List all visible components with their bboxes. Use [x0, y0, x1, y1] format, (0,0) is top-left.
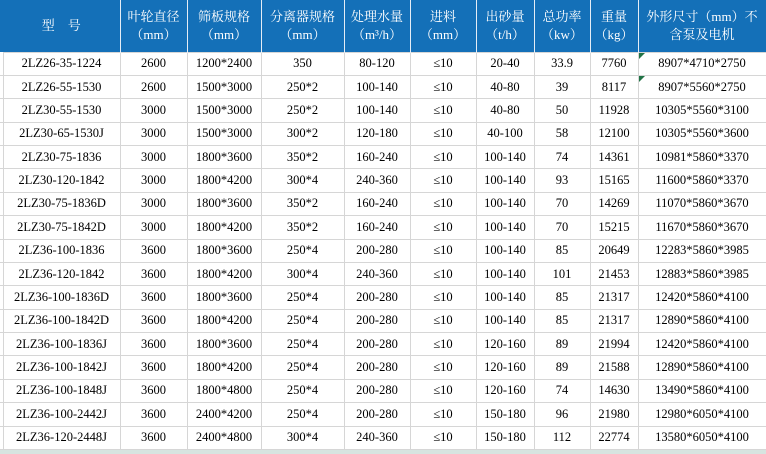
- cell-model[interactable]: 2LZ36-100-1842J: [3, 356, 120, 379]
- cell-weight[interactable]: 21317: [590, 286, 638, 309]
- cell-sand-output[interactable]: 100-140: [476, 216, 534, 239]
- cell-water-capacity[interactable]: 100-140: [344, 75, 410, 98]
- cell-total-power[interactable]: 89: [534, 356, 590, 379]
- cell-screen-plate-size[interactable]: 1800*3600: [187, 146, 261, 169]
- cell-total-power[interactable]: 96: [534, 403, 590, 426]
- cell-screen-plate-size[interactable]: 1500*3000: [187, 99, 261, 122]
- table-row: [0, 309, 766, 332]
- cell-water-capacity[interactable]: 100-140: [344, 99, 410, 122]
- cell-screen-plate-size[interactable]: 1200*2400: [187, 52, 261, 75]
- cell-feed-size[interactable]: ≤10: [410, 146, 476, 169]
- cell-impeller-diameter[interactable]: 3600: [120, 239, 187, 262]
- cell-impeller-diameter[interactable]: 2600: [120, 52, 187, 75]
- cell-sand-output[interactable]: 100-140: [476, 286, 534, 309]
- cell-separator-size[interactable]: 250*2: [261, 99, 344, 122]
- cell-separator-size[interactable]: 300*2: [261, 122, 344, 145]
- cell-separator-size[interactable]: 250*4: [261, 239, 344, 262]
- header-label-line: （mm）: [200, 26, 248, 42]
- cell-impeller-diameter[interactable]: 3600: [120, 356, 187, 379]
- cell-overall-dimensions[interactable]: 10305*5560*3600: [638, 122, 766, 145]
- cell-overall-dimensions[interactable]: 10305*5560*3100: [638, 99, 766, 122]
- cell-model[interactable]: 2LZ36-100-1836: [3, 239, 120, 262]
- cell-sand-output[interactable]: 100-140: [476, 309, 534, 332]
- cell-overall-dimensions[interactable]: 12980*6050*4100: [638, 403, 766, 426]
- cell-model[interactable]: 2LZ30-65-1530J: [3, 122, 120, 145]
- cell-impeller-diameter[interactable]: 2600: [120, 75, 187, 98]
- cell-water-capacity[interactable]: 200-280: [344, 286, 410, 309]
- header-label-line: （kg）: [594, 26, 634, 42]
- table-row: [0, 333, 766, 356]
- cell-screen-plate-size[interactable]: 1800*4200: [187, 309, 261, 332]
- table-row: [0, 379, 766, 402]
- cell-overall-dimensions[interactable]: 11070*5860*3670: [638, 192, 766, 215]
- cell-total-power[interactable]: 93: [534, 169, 590, 192]
- cell-overall-dimensions[interactable]: 8907*4710*2750: [638, 52, 766, 75]
- cell-model[interactable]: 2LZ36-100-1842D: [3, 309, 120, 332]
- header-label-line: 处理水量: [350, 9, 403, 25]
- cell-weight[interactable]: 14630: [590, 379, 638, 402]
- cell-separator-size[interactable]: 250*4: [261, 356, 344, 379]
- cell-sand-output[interactable]: 100-140: [476, 262, 534, 285]
- cell-total-power[interactable]: 85: [534, 239, 590, 262]
- cell-impeller-diameter[interactable]: 3600: [120, 333, 187, 356]
- cell-feed-size[interactable]: ≤10: [410, 309, 476, 332]
- cell-sand-output[interactable]: 100-140: [476, 169, 534, 192]
- cell-overall-dimensions[interactable]: 11600*5860*3370: [638, 169, 766, 192]
- header-label-line: 外形尺寸（mm）不: [646, 9, 758, 25]
- cell-screen-plate-size[interactable]: 1800*3600: [187, 333, 261, 356]
- cell-screen-plate-size[interactable]: 1800*4800: [187, 379, 261, 402]
- header-label-line: （mm）: [130, 26, 177, 42]
- cell-separator-size[interactable]: 350: [261, 52, 344, 75]
- cell-water-capacity[interactable]: 200-280: [344, 356, 410, 379]
- cell-water-capacity[interactable]: 200-280: [344, 333, 410, 356]
- cell-sand-output[interactable]: 120-160: [476, 356, 534, 379]
- cell-feed-size[interactable]: ≤10: [410, 379, 476, 402]
- cell-impeller-diameter[interactable]: 3000: [120, 146, 187, 169]
- cell-water-capacity[interactable]: 200-280: [344, 239, 410, 262]
- cell-feed-size[interactable]: ≤10: [410, 75, 476, 98]
- cell-water-capacity[interactable]: 240-360: [344, 262, 410, 285]
- cell-model[interactable]: 2LZ36-120-2448J: [3, 426, 120, 450]
- cell-weight[interactable]: 7760: [590, 52, 638, 75]
- cell-impeller-diameter[interactable]: 3000: [120, 122, 187, 145]
- cell-model[interactable]: 2LZ36-100-1836J: [3, 333, 120, 356]
- table-row: [0, 169, 766, 192]
- cell-overall-dimensions[interactable]: 12890*5860*4100: [638, 309, 766, 332]
- error-marker-icon: [639, 53, 645, 59]
- cell-model[interactable]: 2LZ26-35-1224: [3, 52, 120, 75]
- cell-total-power[interactable]: 101: [534, 262, 590, 285]
- cell-sand-output[interactable]: 40-100: [476, 122, 534, 145]
- cell-weight[interactable]: 21588: [590, 356, 638, 379]
- table-row: [0, 146, 766, 169]
- cell-model[interactable]: 2LZ30-75-1842D: [3, 216, 120, 239]
- header-label-line: 筛板规格: [197, 9, 250, 25]
- cell-weight[interactable]: 21317: [590, 309, 638, 332]
- header-label-line: （mm）: [419, 26, 467, 42]
- cell-weight[interactable]: 15165: [590, 169, 638, 192]
- cell-feed-size[interactable]: ≤10: [410, 122, 476, 145]
- cell-water-capacity[interactable]: 120-180: [344, 122, 410, 145]
- cell-screen-plate-size[interactable]: 1800*3600: [187, 239, 261, 262]
- cell-screen-plate-size[interactable]: 1500*3000: [187, 122, 261, 145]
- cell-sand-output[interactable]: 120-160: [476, 333, 534, 356]
- header-cell-impeller-diameter[interactable]: [120, 0, 187, 52]
- cell-weight[interactable]: 15215: [590, 216, 638, 239]
- table-row: [0, 239, 766, 262]
- header-label-line: 型 号: [41, 17, 81, 33]
- table-row: [0, 262, 766, 285]
- header-row: [0, 0, 766, 52]
- table-row: [0, 403, 766, 426]
- cell-separator-size[interactable]: 350*2: [261, 216, 344, 239]
- cell-feed-size[interactable]: ≤10: [410, 169, 476, 192]
- header-cell-overall-dimensions[interactable]: [638, 0, 766, 52]
- cell-sand-output[interactable]: 40-80: [476, 99, 534, 122]
- header-cell-screen-plate-size[interactable]: [187, 0, 261, 52]
- cell-total-power[interactable]: 85: [534, 286, 590, 309]
- cell-total-power[interactable]: 74: [534, 379, 590, 402]
- cell-separator-size[interactable]: 300*4: [261, 262, 344, 285]
- cell-impeller-diameter[interactable]: 3600: [120, 403, 187, 426]
- cell-total-power[interactable]: 70: [534, 216, 590, 239]
- cell-total-power[interactable]: 70: [534, 192, 590, 215]
- cell-model[interactable]: 2LZ30-120-1842: [3, 169, 120, 192]
- header-label-line: 进料: [429, 9, 456, 25]
- cell-overall-dimensions[interactable]: 12420*5860*4100: [638, 286, 766, 309]
- cell-sand-output[interactable]: 40-80: [476, 75, 534, 98]
- cell-screen-plate-size[interactable]: 1800*4200: [187, 216, 261, 239]
- table-row: [0, 216, 766, 239]
- table-row: [0, 286, 766, 309]
- cell-sand-output[interactable]: 100-140: [476, 239, 534, 262]
- cell-water-capacity[interactable]: 160-240: [344, 146, 410, 169]
- header-cell-water-capacity[interactable]: [344, 0, 410, 52]
- cell-feed-size[interactable]: ≤10: [410, 286, 476, 309]
- cell-screen-plate-size[interactable]: 1800*3600: [187, 192, 261, 215]
- cell-separator-size[interactable]: 300*4: [261, 169, 344, 192]
- cell-impeller-diameter[interactable]: 3000: [120, 192, 187, 215]
- cell-separator-size[interactable]: 250*4: [261, 286, 344, 309]
- cell-feed-size[interactable]: ≤10: [410, 262, 476, 285]
- cell-water-capacity[interactable]: 200-280: [344, 403, 410, 426]
- cell-impeller-diameter[interactable]: 3600: [120, 426, 187, 450]
- cell-weight[interactable]: 21453: [590, 262, 638, 285]
- cell-separator-size[interactable]: 250*4: [261, 333, 344, 356]
- cell-total-power[interactable]: 39: [534, 75, 590, 98]
- header-label-line: 重量: [600, 9, 627, 25]
- cell-screen-plate-size[interactable]: 1800*4200: [187, 169, 261, 192]
- cell-model[interactable]: 2LZ30-55-1530: [3, 99, 120, 122]
- table-row: [0, 122, 766, 145]
- cell-weight[interactable]: 8117: [590, 75, 638, 98]
- cell-feed-size[interactable]: ≤10: [410, 426, 476, 450]
- cell-separator-size[interactable]: 350*2: [261, 146, 344, 169]
- cell-water-capacity[interactable]: 240-360: [344, 426, 410, 450]
- table-row: [0, 99, 766, 122]
- cell-sand-output[interactable]: 100-140: [476, 146, 534, 169]
- cell-water-capacity[interactable]: 80-120: [344, 52, 410, 75]
- table-row: [0, 356, 766, 379]
- cell-total-power[interactable]: 112: [534, 426, 590, 450]
- cell-overall-dimensions[interactable]: 13490*5860*4100: [638, 379, 766, 402]
- cell-model[interactable]: 2LZ36-100-2442J: [3, 403, 120, 426]
- cell-weight[interactable]: 12100: [590, 122, 638, 145]
- cell-total-power[interactable]: 74: [534, 146, 590, 169]
- cell-feed-size[interactable]: ≤10: [410, 333, 476, 356]
- cell-model[interactable]: 2LZ30-75-1836: [3, 146, 120, 169]
- cell-feed-size[interactable]: ≤10: [410, 239, 476, 262]
- cell-impeller-diameter[interactable]: 3000: [120, 99, 187, 122]
- cell-separator-size[interactable]: 250*2: [261, 75, 344, 98]
- cell-sand-output[interactable]: 150-180: [476, 403, 534, 426]
- cell-overall-dimensions[interactable]: 12420*5860*4100: [638, 333, 766, 356]
- cell-weight[interactable]: 20649: [590, 239, 638, 262]
- header-label-line: （t/h）: [485, 26, 525, 42]
- table-row: [0, 426, 766, 450]
- bottom-partial-row-strip: [0, 450, 766, 454]
- header-cell-total-power[interactable]: [534, 0, 590, 52]
- cell-model[interactable]: 2LZ36-120-1842: [3, 262, 120, 285]
- cell-feed-size[interactable]: ≤10: [410, 99, 476, 122]
- cell-water-capacity[interactable]: 200-280: [344, 309, 410, 332]
- header-cell-sand-output[interactable]: [476, 0, 534, 52]
- cell-feed-size[interactable]: ≤10: [410, 52, 476, 75]
- cell-feed-size[interactable]: ≤10: [410, 356, 476, 379]
- header-cell-weight[interactable]: [590, 0, 638, 52]
- cell-water-capacity[interactable]: 200-280: [344, 379, 410, 402]
- cell-separator-size[interactable]: 350*2: [261, 192, 344, 215]
- cell-impeller-diameter[interactable]: 3600: [120, 309, 187, 332]
- cell-impeller-diameter[interactable]: 3000: [120, 169, 187, 192]
- header-label-line: 含泵及电机: [669, 26, 735, 42]
- cell-weight[interactable]: 11928: [590, 99, 638, 122]
- cell-overall-dimensions[interactable]: 8907*5560*2750: [638, 75, 766, 98]
- cell-model[interactable]: 2LZ26-55-1530: [3, 75, 120, 98]
- header-cell-separator-size[interactable]: [261, 0, 344, 52]
- cell-weight[interactable]: 22774: [590, 426, 638, 450]
- table-row: [0, 52, 766, 75]
- cell-feed-size[interactable]: ≤10: [410, 216, 476, 239]
- header-label-line: （kw）: [541, 26, 583, 42]
- cell-overall-dimensions[interactable]: 12883*5860*3985: [638, 262, 766, 285]
- cell-screen-plate-size[interactable]: 2400*4200: [187, 403, 261, 426]
- cell-impeller-diameter[interactable]: 3600: [120, 286, 187, 309]
- cell-overall-dimensions[interactable]: 12890*5860*4100: [638, 356, 766, 379]
- cell-overall-dimensions[interactable]: 10981*5860*3370: [638, 146, 766, 169]
- cell-model[interactable]: 2LZ36-100-1836D: [3, 286, 120, 309]
- header-label-line: 叶轮直径: [127, 9, 180, 25]
- header-label-line: 分离器规格: [269, 9, 335, 25]
- cell-water-capacity[interactable]: 160-240: [344, 216, 410, 239]
- cell-feed-size[interactable]: ≤10: [410, 192, 476, 215]
- cell-separator-size[interactable]: 250*4: [261, 403, 344, 426]
- table-row: [0, 75, 766, 98]
- header-cell-model[interactable]: [3, 0, 120, 52]
- cell-impeller-diameter[interactable]: 3600: [120, 379, 187, 402]
- cell-model[interactable]: 2LZ30-75-1836D: [3, 192, 120, 215]
- cell-sand-output[interactable]: 120-160: [476, 379, 534, 402]
- cell-screen-plate-size[interactable]: 1800*4200: [187, 356, 261, 379]
- cell-total-power[interactable]: 50: [534, 99, 590, 122]
- cell-water-capacity[interactable]: 160-240: [344, 192, 410, 215]
- cell-total-power[interactable]: 89: [534, 333, 590, 356]
- error-marker-icon: [639, 76, 645, 82]
- cell-screen-plate-size[interactable]: 1800*4200: [187, 262, 261, 285]
- header-label-line: （m³/h）: [351, 26, 403, 42]
- cell-separator-size[interactable]: 250*4: [261, 379, 344, 402]
- cell-impeller-diameter[interactable]: 3600: [120, 262, 187, 285]
- cell-weight[interactable]: 21994: [590, 333, 638, 356]
- cell-overall-dimensions[interactable]: 11670*5860*3670: [638, 216, 766, 239]
- table-body: [0, 52, 766, 450]
- cell-separator-size[interactable]: 250*4: [261, 309, 344, 332]
- cell-separator-size[interactable]: 300*4: [261, 426, 344, 450]
- cell-screen-plate-size[interactable]: 1800*3600: [187, 286, 261, 309]
- cell-screen-plate-size[interactable]: 1500*3000: [187, 75, 261, 98]
- cell-weight[interactable]: 14269: [590, 192, 638, 215]
- header-cell-feed-size[interactable]: [410, 0, 476, 52]
- header-label-line: 总功率: [542, 9, 582, 25]
- table-header: [0, 0, 766, 52]
- cell-total-power[interactable]: 58: [534, 122, 590, 145]
- cell-screen-plate-size[interactable]: 2400*4800: [187, 426, 261, 450]
- cell-total-power[interactable]: 33.9: [534, 52, 590, 75]
- cell-overall-dimensions[interactable]: 12283*5860*3985: [638, 239, 766, 262]
- cell-water-capacity[interactable]: 240-360: [344, 169, 410, 192]
- cell-sand-output[interactable]: 150-180: [476, 426, 534, 450]
- table-row: [0, 192, 766, 215]
- cell-total-power[interactable]: 85: [534, 309, 590, 332]
- cell-feed-size[interactable]: ≤10: [410, 403, 476, 426]
- cell-model[interactable]: 2LZ36-100-1848J: [3, 379, 120, 402]
- cell-sand-output[interactable]: 100-140: [476, 192, 534, 215]
- header-label-line: （mm）: [279, 26, 326, 42]
- cell-weight[interactable]: 21980: [590, 403, 638, 426]
- cell-weight[interactable]: 14361: [590, 146, 638, 169]
- header-label-line: 出砂量: [485, 9, 525, 25]
- cell-overall-dimensions[interactable]: 13580*6050*4100: [638, 426, 766, 450]
- cell-impeller-diameter[interactable]: 3000: [120, 216, 187, 239]
- cell-sand-output[interactable]: 20-40: [476, 52, 534, 75]
